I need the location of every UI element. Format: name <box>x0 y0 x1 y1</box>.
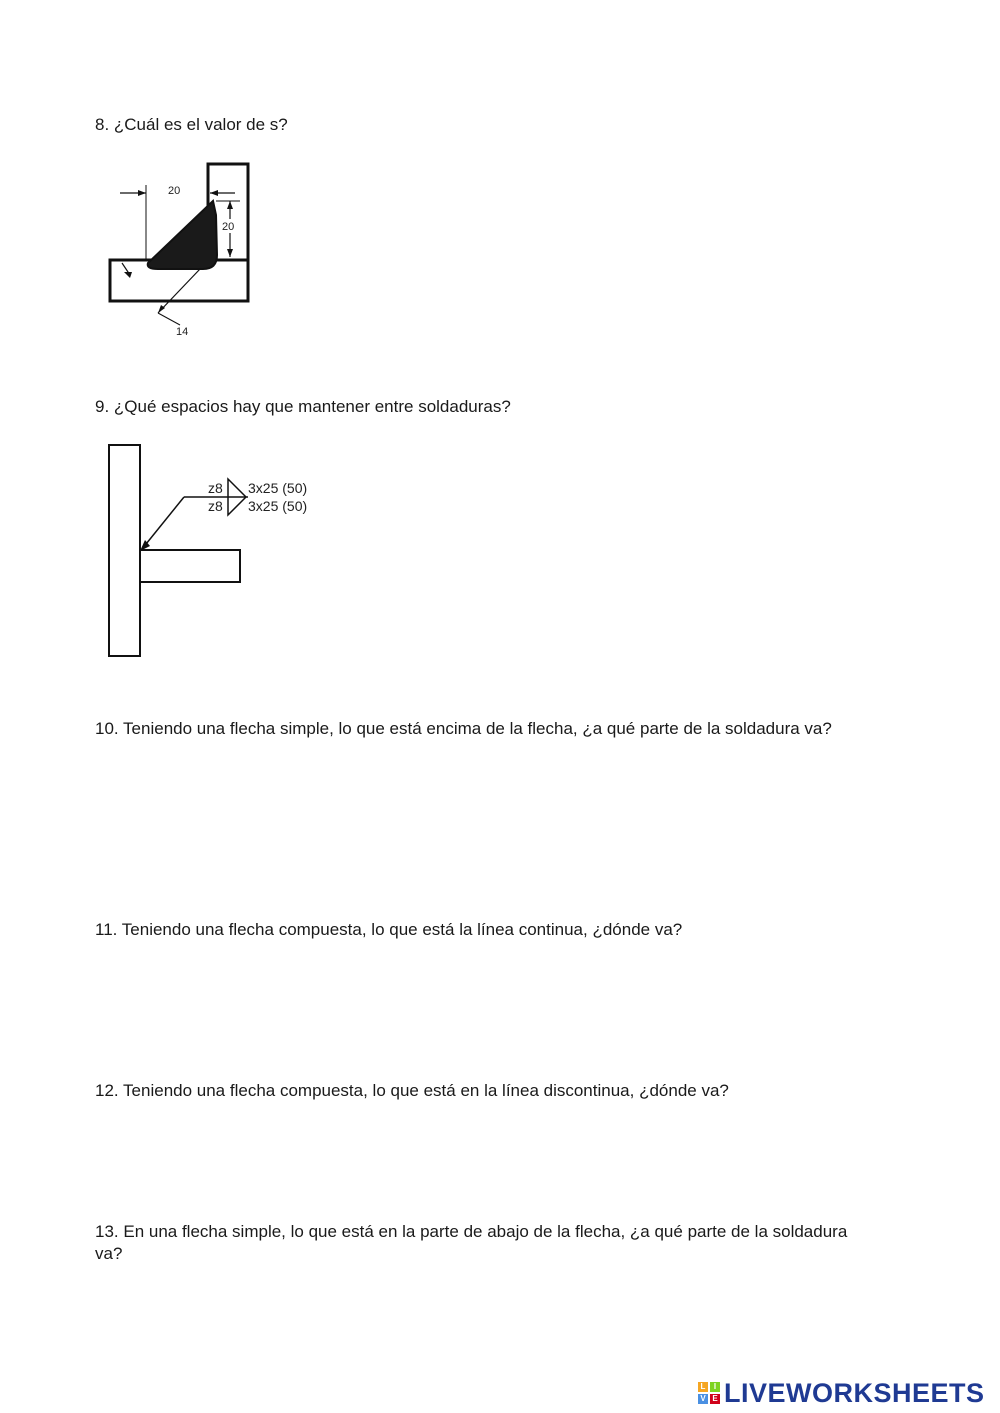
logo-mark-v: V <box>698 1394 708 1404</box>
annotation-top-right: 3x25 (50) <box>248 480 308 496</box>
dim-side-label: 20 <box>222 221 235 233</box>
annotation-top-left: z8 <box>208 480 223 496</box>
dim-bottom-label: 14 <box>176 326 189 338</box>
question-12: 12. Teniendo una flecha compuesta, lo que está en la línea discontinua, ¿dónde va? <box>95 1081 729 1100</box>
logo-mark-e: E <box>710 1394 720 1404</box>
logo-mark-l: L <box>698 1382 708 1392</box>
dim-top-label: 20 <box>168 185 181 197</box>
weld-bead <box>148 201 217 269</box>
dim-bottom-leader <box>158 269 200 313</box>
fillet-symbol-bottom <box>228 497 246 515</box>
question-10: 10. Teniendo una flecha simple, lo que está encima de la flecha, ¿a qué parte de la soldadura va? <box>95 719 832 738</box>
question-13: 13. En una flecha simple, lo que está en la parte de abajo de la flecha, ¿a qué parte de la soldadura va? <box>95 1222 848 1263</box>
liveworksheets-logo[interactable] <box>698 1378 985 1408</box>
horizontal-member <box>140 550 240 582</box>
weld-symbol-diagram <box>100 435 330 665</box>
vertical-member <box>109 445 140 656</box>
question-11: 11. Teniendo una flecha compuesta, lo que está la línea continua, ¿dónde va? <box>95 920 683 939</box>
arrow-leader <box>142 497 184 549</box>
logo-mark-icon <box>698 1382 720 1404</box>
logo-mark-i: I <box>710 1382 720 1392</box>
question-8: 8. ¿Cuál es el valor de s? <box>95 115 288 134</box>
annotation-bottom-right: 3x25 (50) <box>248 498 308 514</box>
fillet-symbol-top <box>228 479 246 497</box>
question-9: 9. ¿Qué espacios hay que mantener entre soldaduras? <box>95 397 511 416</box>
fillet-weld-diagram <box>100 155 260 345</box>
logo-text: LIVEWORKSHEETS <box>724 1377 985 1408</box>
annotation-bottom-left: z8 <box>208 498 223 514</box>
